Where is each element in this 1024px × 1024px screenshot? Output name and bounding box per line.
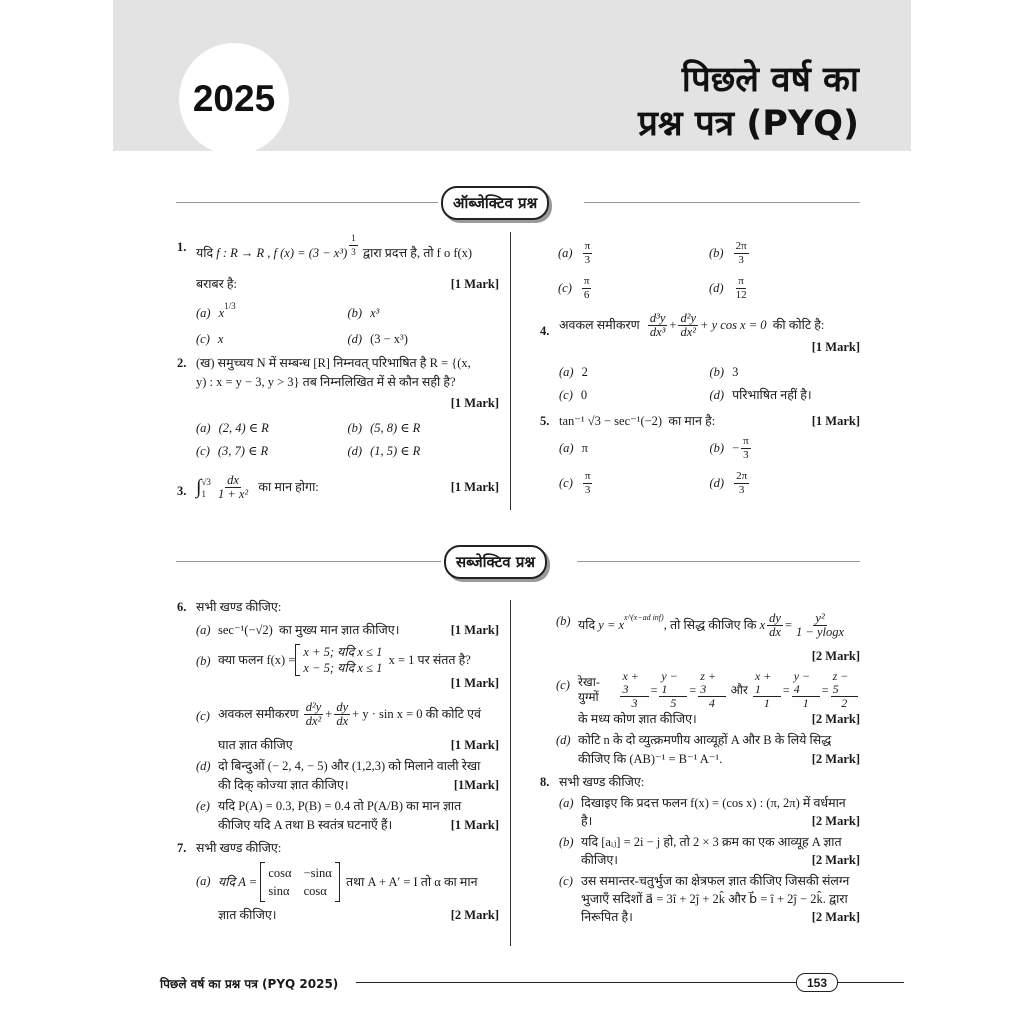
part-label: (c) [556,678,570,692]
line2-x [753,670,781,710]
option-d [710,386,861,404]
option-text: 0 [580,387,588,402]
question-number: 6. [177,600,187,614]
part-line2: भुजाएँ सदिशों a⃗ = 3î + 2ĵ + 2k̂ और b⃗ = î + 2ĵ − 2k̂. द्वारा [581,892,848,906]
part-text: का मुख्य मान ज्ञात कीजिए। [279,623,400,637]
integrand [216,474,250,501]
frac-den: 1 [763,696,770,710]
q6-part-e [196,799,499,833]
frac-den: 6 [583,289,590,301]
option-text: (5, 8) ∈ R [370,420,421,435]
q2-line1: (ख) समुच्चय N में सम्बन्ध [R] निम्नवत् परिभाषित है R = {(x, [196,356,471,370]
question-number: 7. [177,841,187,855]
mark-label: [2 Mark] [450,908,499,922]
title-line-2: प्रश्न पत्र (PYQ) [638,104,859,144]
frac-num: π [584,470,591,482]
subjective-left-column [177,600,499,931]
q4-prefix: अवकल समीकरण [559,318,640,332]
q8-part-c [559,874,860,925]
mark-label: [2 Mark] [811,752,860,766]
option-label: (a) [559,441,574,455]
part-prefix: यदि [578,618,596,632]
frac-den: 3 [743,449,749,461]
option-fraction [734,470,749,497]
mark-label: [1Mark] [453,778,499,792]
part-label: (e) [196,799,210,813]
first-derivative [334,701,350,728]
option-fraction [741,435,751,462]
q8-part-b [559,835,860,868]
frac-num: z + 3 [698,670,725,697]
part-line1: दो बिन्दुओं (− 2, 4, − 5) और (1,2,3) को मिलाने वाली रेखा [218,759,481,773]
second-derivative [304,701,324,728]
case-2: x − 5; यदि x ≤ 1 [303,661,383,675]
part-suffix: तथा A + A′ = I तो α का मान [346,874,478,889]
frac-den: 3 [584,484,591,496]
exp-den: 3 [351,247,356,257]
line2-y [792,670,820,710]
option-text: x [217,331,224,346]
q1-exponent [349,232,358,259]
option-fraction [734,240,749,267]
option-label: (d) [709,387,725,402]
part-line2: कीजिए यदि A तथा B स्वतंत्र घटनाएँ हैं। [218,818,393,832]
part-label: (b) [556,614,571,628]
question-number: 1. [177,240,187,254]
frac-num: π [738,275,744,287]
heading-rule-left [176,561,441,562]
option-sign: − [732,441,740,455]
option-label: (a) [196,420,211,435]
part-prefix: क्या फलन f(x) = [218,652,296,667]
question-5 [540,414,860,497]
question-6 [177,600,499,833]
q7-part-d [556,733,860,767]
part-prefix: यदि A = [218,874,258,889]
part-line2: कीजिए कि (AB)⁻¹ = B⁻¹ A⁻¹. [578,752,723,766]
option-c [559,386,710,404]
line1-z [698,670,725,710]
option-text: (3, 7) ∈ R [217,443,269,458]
frac-den: dx [769,625,781,639]
option-text: π [581,441,588,455]
frac-num: π [584,240,591,252]
option-text: परिभाषित नहीं है। [732,387,812,402]
option-b [710,363,861,381]
option-label: (d) [347,443,363,458]
option-label: (c) [196,331,210,346]
option-label: (c) [559,387,573,402]
q1-prefix: यदि [196,246,214,260]
part-label: (a) [196,623,211,637]
frac-den: dx³ [649,325,666,339]
q8-part-a [559,796,860,829]
piecewise-brace [295,644,382,676]
question-1 [177,233,499,348]
option-label: (b) [709,441,725,455]
part-label: (c) [559,874,573,888]
part-line1: यदि [aᵢⱼ] = 2i − j हो, तो 2 × 3 क्रम का एक आव्यूह A ज्ञात [581,835,842,849]
question-number: 3. [177,484,187,498]
option-c [196,442,348,460]
frac-den: 4 [708,696,715,710]
frac-num: y − 4 [792,670,820,697]
frac-num: y − 1 [659,670,687,697]
option-label: (d) [709,281,724,295]
option-d [348,330,500,348]
option-a [559,435,710,462]
lhs-var: x [759,618,766,632]
objective-heading: ऑब्जेक्टिव प्रश्न [441,186,549,220]
mark-label: [1 Mark] [811,414,860,428]
part-label: (d) [556,733,571,747]
part-line3: निरूपित है। [581,910,633,924]
equals-sign: = [784,618,793,632]
part-label: (a) [559,796,574,810]
mark-label: [1 Mark] [450,396,499,410]
option-label: (b) [347,305,363,320]
mark-label: [2 Mark] [811,853,860,867]
part-line2: है। [581,814,593,828]
footer-rule-right [838,982,904,983]
upper-limit: √3 [201,476,211,487]
q7-part-a [196,862,499,923]
part-exponent: x^(x−ad inf) [624,613,664,622]
option-label: (c) [558,281,572,295]
mark-label: [1 Mark] [450,738,499,752]
frac-num: π [583,275,590,287]
frac-num: z − 5 [831,670,858,697]
q6-part-d [196,759,499,793]
q4-term1 [648,312,668,339]
frac-den: 3 [631,696,638,710]
part-line1: यदि P(A) = 0.3, P(B) = 0.4 तो P(A/B) का मान ज्ञात [218,799,462,813]
part-suffix: x = 1 पर संतत है? [388,652,471,667]
part-line1: कोटि n के दो व्युत्क्रमणीय आव्यूहों A और B के लिये सिद्ध [578,733,832,747]
heading-rule-right [577,561,860,562]
question-3 [177,474,499,501]
objective-right-column [540,236,860,505]
part-line2: ज्ञात कीजिए। [218,908,277,922]
mark-label: [2 Mark] [811,712,860,726]
heading-rule-left [176,202,438,203]
option-b [348,304,500,322]
option-text: x³ [370,305,380,320]
option-label: (b) [709,364,725,379]
q1-line2: बराबर है: [196,277,237,291]
page-number: 153 [796,973,838,992]
frac-den: 2 [841,696,848,710]
option-text: 2 [581,364,588,379]
q1-function: f : R → R , f (x) = (3 − x³) [216,246,348,260]
part-line2: की दिक् कोज्या ज्ञात कीजिए। [218,778,349,792]
mark-label: [1 Mark] [450,818,499,832]
option-c [196,330,348,348]
frac-den: 1 − ylogx [796,625,845,639]
q5-expression: tan⁻¹ √3 − sec⁻¹(−2) [559,414,663,428]
heading-rule-right [584,202,860,203]
frac-num: d³y [649,311,666,325]
frac-num: dy [769,611,781,625]
option-label: (a) [558,246,573,260]
q4-rest: + y cos x = 0 [700,318,767,332]
part-line1: दिखाइए कि प्रदत्त फलन f(x) = (cos x) : (π, 2π) में वर्धमान [581,796,846,810]
option-text: (1, 5) ∈ R [370,443,421,458]
part-line1: उस समान्तर-चतुर्भुज का क्षेत्रफल ज्ञात कीजिए जिसकी संलग्न [581,874,850,888]
frac-num: x + 3 [620,670,648,697]
option-a [196,419,348,437]
page-title [638,58,859,146]
matrix-cell: −sinα [303,866,332,880]
question-7 [177,841,499,923]
mark-label: [1 Mark] [450,623,499,637]
q7-heading: सभी खण्ड कीजिए: [196,841,282,855]
subjective-heading: सब्जेक्टिव प्रश्न [444,545,547,579]
title-line-1: पिछले वर्ष का [681,60,859,100]
option-label: (c) [196,443,210,458]
option-text: (3 − x³) [370,331,408,346]
matrix-cell: sinα [268,884,290,898]
q1-suffix: द्वारा प्रदत्त है, तो f o f(x) [362,246,473,260]
part-label: (b) [559,835,574,849]
q3-text: का मान होगा: [258,480,319,494]
part-line2: घात ज्ञात कीजिए [218,738,293,752]
frac-num: d²y [305,700,322,714]
matrix-cell: cosα [303,884,327,898]
frac-den: dx² [305,714,322,728]
frac-den: 3 [738,484,745,496]
option-label: (b) [347,420,363,435]
question-number: 2. [177,356,187,370]
mark-label: [1 Mark] [450,277,499,291]
lower-limit: 1 [201,488,206,499]
option-label: (b) [709,246,724,260]
frac-num: π [743,435,749,447]
q6-part-c [196,701,499,753]
question-number: 8. [540,775,550,789]
q3-options [558,240,860,302]
option-text: (2, 4) ∈ R [218,420,269,435]
option-a [558,240,709,267]
option-b [709,240,860,267]
line1-y [659,670,687,710]
question-4 [540,312,860,404]
option-label: (a) [559,364,574,379]
year-badge: 2025 [179,43,289,151]
option-label: (c) [559,476,573,490]
line1-x [620,670,648,710]
part-prefix: रेखा-युग्मों [578,675,600,704]
mark-label: [1 Mark] [811,340,860,354]
mark-label: [1 Mark] [450,676,499,690]
header-banner [113,0,911,151]
part-line2: के मध्य कोण ज्ञात कीजिए। [578,712,697,726]
frac-den: 12 [735,289,747,301]
line2-z [831,670,858,710]
and-word: और [730,682,748,697]
option-label: (a) [196,305,211,320]
case-1: x + 5; यदि x ≤ 1 [303,645,383,659]
q8-heading: सभी खण्ड कीजिए: [559,775,645,789]
column-divider-subjective [510,600,511,946]
part-prefix: अवकल समीकरण [218,707,299,721]
question-number: 5. [540,414,550,428]
integrand-numerator: dx [227,473,239,487]
q6-heading: सभी खण्ड कीजिए: [196,600,282,614]
frac-den: 1 [802,696,809,710]
option-d [348,442,500,460]
frac-den: dx [336,714,349,728]
part-line2: कीजिए। [581,853,619,867]
option-fraction [582,275,592,302]
part-label: (a) [196,874,211,888]
option-c [559,470,710,497]
frac-den: dx² [680,325,697,339]
footer-rule [356,982,796,983]
mark-label: [2 Mark] [811,910,860,924]
question-number: 4. [540,324,550,338]
q4-suffix: की कोटि है: [772,318,825,332]
frac-num: 2π [735,240,747,252]
q6-part-a [196,623,499,638]
q6-part-b [196,644,499,691]
frac-num: d²y [680,311,697,325]
integrand-denominator: 1 + x² [217,487,249,501]
matrix-A [260,862,339,902]
frac-num: x + 1 [753,670,781,697]
mark-label: [1 Mark] [450,480,499,494]
q2-line2: y) : x = y − 3, y > 3} तब निम्नलिखित में से कौन सही है? [196,375,456,389]
q7-part-c: (c) रेखा-युग्मों $\frac{x + 3}{3}$ = $\frac{y - 1}{5}$ = $\frac{z + 3}{4}$ और $\frac{x + 1}{1}$ = $\frac{y - 4}{1}$ = $\frac{z - 5}{2}$ के मध्य कोण ज्ञात कीजिए। [2 Mark] [556,669,860,726]
integral-limits [201,476,210,500]
part-expression: sec⁻¹(−√2) [218,623,273,637]
option-a [196,300,348,322]
part-equation: y = x [598,618,625,632]
frac-den: 3 [584,254,591,266]
question-2 [177,356,499,460]
footer-title: पिछले वर्ष का प्रश्न पत्र (PYQ 2025) [160,977,339,991]
frac-den: 3 [738,254,744,266]
option-text: x [218,305,225,320]
option-label: (d) [347,331,363,346]
option-fraction [583,240,593,267]
matrix-cell: cosα [268,866,292,880]
option-d [710,470,861,497]
subjective-right-column [540,612,860,933]
dy-dx [767,612,783,639]
q5-suffix: का मान है: [668,414,716,428]
part-rest: + y · sin x = 0 की कोटि एवं [352,707,481,721]
objective-left-column [177,233,499,509]
frac-num: 2π [736,470,748,482]
question-8 [540,775,860,925]
rhs-fraction [794,612,846,639]
part-label: (c) [196,709,210,723]
frac-num: dy [336,700,349,714]
option-fraction [583,470,593,497]
option-d [709,275,860,302]
option-a [559,363,710,381]
part-label: (d) [196,759,211,773]
integral-sign: ∫ [196,476,202,498]
q4-term2 [678,312,698,339]
option-b [710,435,861,462]
plus-sign: + [669,318,677,332]
part-middle: , तो सिद्ध कीजिए कि [663,618,757,632]
q7-part-b [556,612,860,664]
mark-label: [2 Mark] [811,814,860,828]
plus-sign: + [325,707,333,721]
part-label: (b) [196,654,211,668]
option-superscript: 1/3 [224,300,236,311]
option-label: (d) [709,476,725,490]
option-c [558,275,709,302]
mark-label: [2 Mark] [811,649,860,663]
column-divider-objective [510,232,511,510]
frac-num: y² [815,611,825,625]
frac-den: 5 [670,696,677,710]
exp-num: 1 [349,232,358,246]
option-text: 3 [732,364,739,379]
option-b [348,419,500,437]
option-fraction [734,275,749,302]
